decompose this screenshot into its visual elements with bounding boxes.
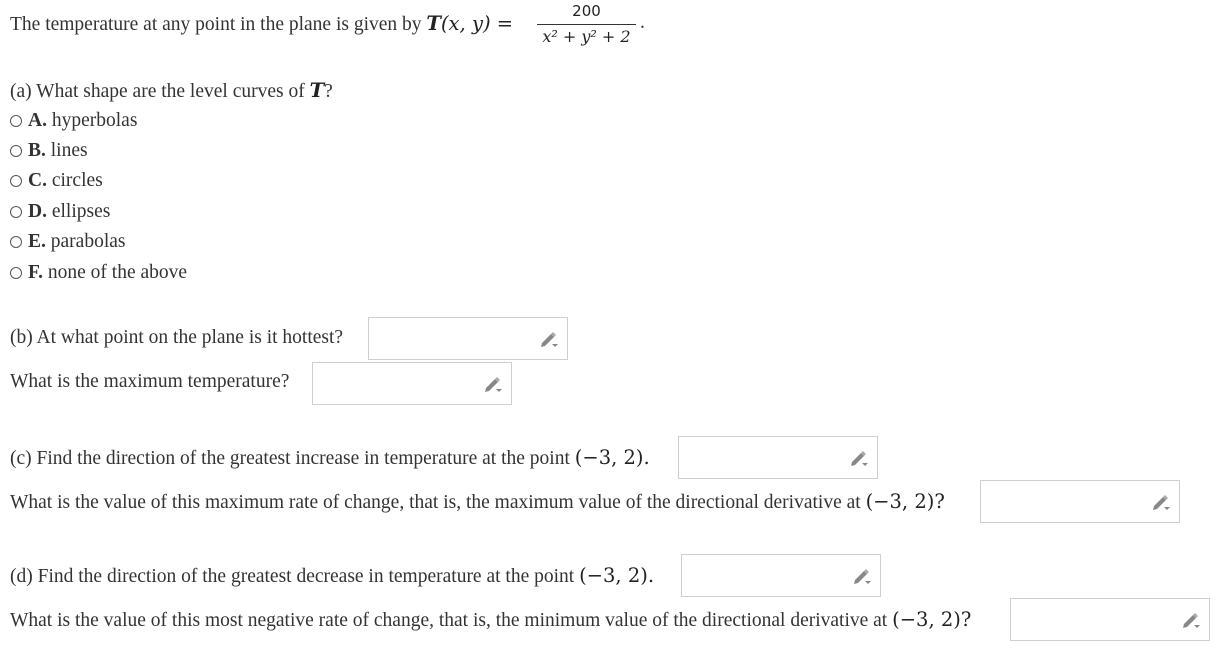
option-c[interactable] [10, 170, 103, 192]
option-f[interactable] [10, 262, 187, 284]
radio-icon[interactable] [10, 236, 22, 248]
radio-icon[interactable] [10, 145, 22, 157]
part-a-question: (a) What shape are the level curves of T? [10, 79, 333, 102]
radio-icon[interactable] [10, 175, 22, 187]
intro-period: . [640, 12, 645, 33]
option-key: A. [28, 110, 47, 131]
pencil-icon[interactable] [1179, 611, 1201, 629]
hottest-point-answer-box[interactable] [368, 317, 568, 360]
option-label: hyperbolas [51, 110, 138, 131]
pencil-icon[interactable] [1149, 493, 1171, 511]
fraction-numerator: 200 [572, 2, 601, 20]
radio-icon[interactable] [10, 267, 22, 279]
option-key: E. [28, 231, 46, 252]
option-key: C. [28, 170, 47, 191]
part-b-question-1: (b) At what point on the plane is it hottest? [10, 327, 344, 348]
pencil-icon[interactable] [847, 449, 869, 467]
option-a[interactable] [10, 110, 137, 132]
intro-text: The temperature at any point in the plane is given by [10, 14, 422, 35]
option-b[interactable] [10, 140, 88, 162]
fraction-denominator: x² + y² + 2 [542, 27, 631, 46]
pencil-icon[interactable] [850, 567, 872, 585]
max-temperature-answer-box[interactable] [312, 362, 512, 405]
radio-icon[interactable] [10, 206, 22, 218]
pencil-icon[interactable] [481, 375, 503, 393]
part-c-question-2: What is the value of this maximum rate of change, that is, the maximum value of the directional derivative at (−3, 2)? [10, 490, 945, 513]
option-label: ellipses [51, 201, 111, 222]
part-c-question-1: (c) Find the direction of the greatest increase in temperature at the point (−3, 2). [10, 446, 650, 469]
option-key: B. [28, 140, 46, 161]
problem-intro [10, 12, 513, 36]
radio-icon[interactable] [10, 115, 22, 127]
pencil-icon[interactable] [537, 330, 559, 348]
intro-function: T(x, y) = [426, 12, 514, 35]
part-b-question-2: What is the maximum temperature? [10, 371, 290, 392]
part-d-question-1: (d) Find the direction of the greatest decrease in temperature at the point (−3, 2). [10, 564, 655, 587]
option-key: D. [28, 201, 47, 222]
option-d[interactable] [10, 201, 110, 223]
increase-direction-answer-box[interactable] [678, 436, 878, 479]
max-rate-answer-box[interactable] [980, 480, 1180, 523]
min-rate-answer-box[interactable] [1010, 598, 1210, 641]
decrease-direction-answer-box[interactable] [681, 554, 881, 597]
option-label: parabolas [50, 231, 126, 252]
option-e[interactable] [10, 231, 125, 253]
part-d-question-2: What is the value of this most negative rate of change, that is, the minimum value of the directional derivative at (−3, 2)? [10, 608, 972, 631]
fraction-bar [537, 24, 636, 25]
option-label: circles [51, 170, 103, 191]
temperature-fraction [535, 2, 638, 48]
option-label: lines [50, 140, 88, 161]
option-label: none of the above [47, 262, 188, 283]
option-key: F. [28, 262, 43, 283]
